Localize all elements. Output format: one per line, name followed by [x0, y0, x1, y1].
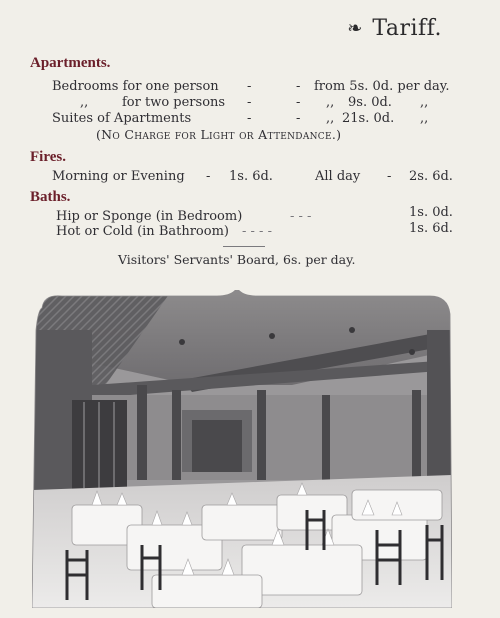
page-title: Tariff. — [372, 16, 442, 41]
apt-row-2-ditto: ,, — [80, 95, 89, 110]
apt-row-2-end-ditto: ,, — [420, 95, 429, 110]
apt-row-2-price: 9s. 0d. — [348, 95, 392, 110]
apt-row-3-price-ditto: ,, — [326, 111, 335, 126]
apartments-note: (No Charge for Light or Attendance.) — [96, 127, 342, 142]
bath-row-2-price: 1s. 6d. — [409, 221, 453, 236]
baths-heading: Baths. — [30, 189, 71, 205]
apt-row-3-end-ditto: ,, — [420, 111, 429, 126]
bath-row-1-price: 1s. 0d. — [409, 205, 453, 220]
bath-row-2-label: Hot or Cold (in Bathroom) — [56, 224, 229, 239]
fleuron-icon: ❧ — [347, 17, 363, 39]
apt-row-2-price-ditto: ,, — [326, 95, 335, 110]
bath-row-2-dashes: - - - - — [242, 224, 272, 239]
dining-room-photograph — [32, 290, 452, 608]
apt-row-2-dash2: - — [296, 95, 301, 110]
fires-label: Morning or Evening — [52, 169, 185, 184]
apt-row-1-dash1: - — [247, 79, 252, 94]
fires-price2: 2s. 6d. — [409, 169, 453, 184]
fires-heading: Fires. — [30, 149, 66, 165]
fires-dash1: - — [206, 169, 211, 184]
servants-board-note: Visitors' Servants' Board, 6s. per day. — [118, 252, 356, 267]
apt-row-1-label: Bedrooms for one person — [52, 79, 219, 94]
fires-dash2: - — [387, 169, 392, 184]
bath-row-1-dashes: - - - — [290, 209, 312, 224]
divider-rule — [223, 246, 265, 247]
apt-row-3-dash1: - — [247, 111, 252, 126]
apt-row-3-label: Suites of Apartments — [52, 111, 192, 126]
apt-row-3-price: 21s. 0d. — [342, 111, 395, 126]
apt-row-1-price: from 5s. 0d. per day. — [314, 79, 450, 94]
apt-row-1-dash2: - — [296, 79, 301, 94]
apt-row-2-label: for two persons — [122, 95, 226, 110]
apartments-heading: Apartments. — [30, 55, 111, 71]
apt-row-2-dash1: - — [247, 95, 252, 110]
fires-label2: All day — [315, 169, 361, 184]
bath-row-1-label: Hip or Sponge (in Bedroom) — [56, 209, 243, 224]
fires-price1: 1s. 6d. — [229, 169, 273, 184]
apt-row-3-dash2: - — [296, 111, 301, 126]
title-row — [347, 16, 442, 41]
